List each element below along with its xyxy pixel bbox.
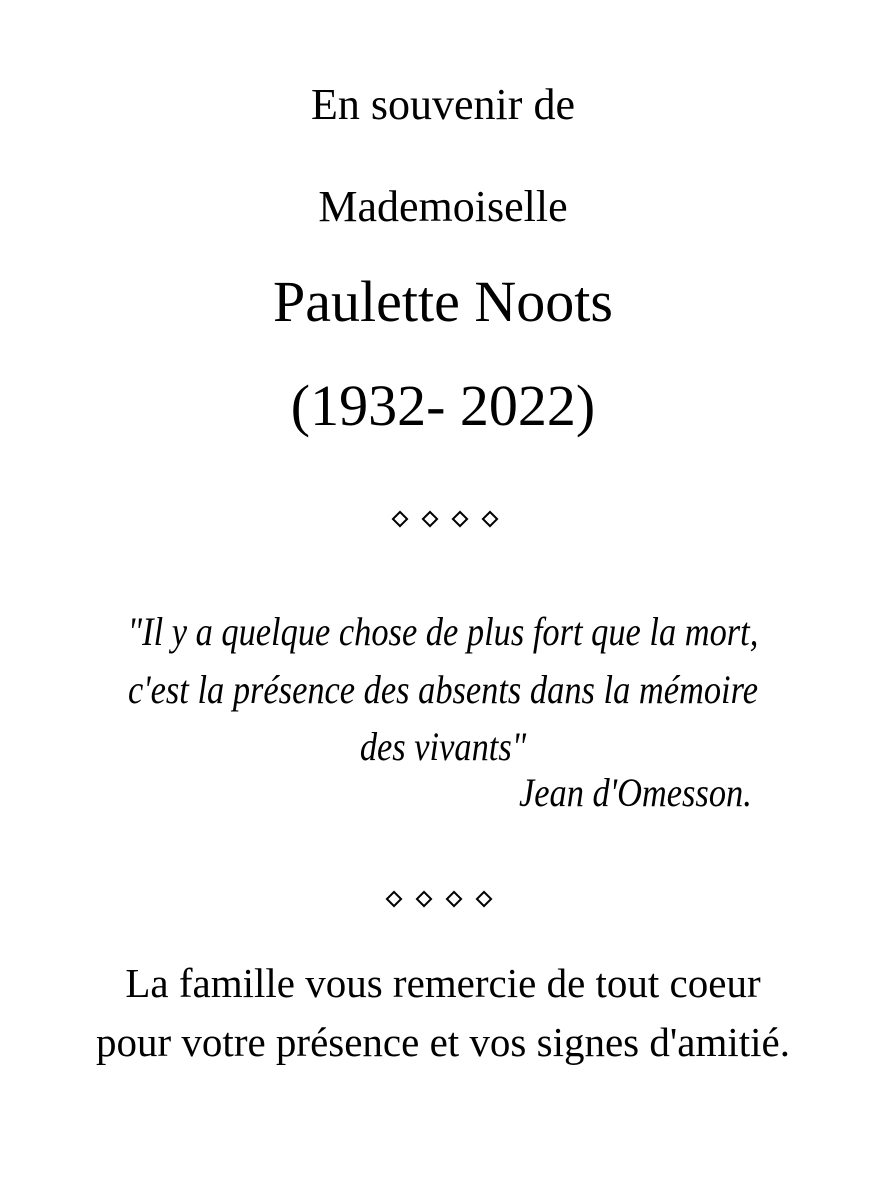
diamond-icon: [452, 511, 469, 528]
diamond-icon: [482, 511, 499, 528]
diamond-icon: [416, 891, 433, 908]
diamond-icon: [476, 891, 493, 908]
deceased-name: Paulette Noots: [273, 269, 613, 334]
quote-line-1: "Il y a quelque chose de plus fort que la mort,: [127, 609, 759, 654]
diamond-icon: [386, 891, 403, 908]
quote-line-3: des vivants": [359, 724, 527, 769]
heading-souvenir: En souvenir de: [311, 80, 575, 129]
life-dates: (1932- 2022): [290, 373, 596, 438]
thanks-line-1: La famille vous remercie de tout coeur: [125, 960, 761, 1006]
diamond-icon: [446, 891, 463, 908]
quote-line-2: c'est la présence des absents dans la mémoire: [128, 667, 758, 712]
thanks-line-2: pour votre présence et vos signes d'amitié.: [96, 1019, 790, 1065]
heading-title: Mademoiselle: [318, 182, 568, 231]
quote-author: Jean d'Omesson.: [519, 770, 752, 815]
diamond-icon: [422, 511, 439, 528]
ornament-divider-bottom: [0, 893, 882, 905]
diamond-icon: [392, 511, 409, 528]
ornament-divider-top: [2, 513, 886, 525]
